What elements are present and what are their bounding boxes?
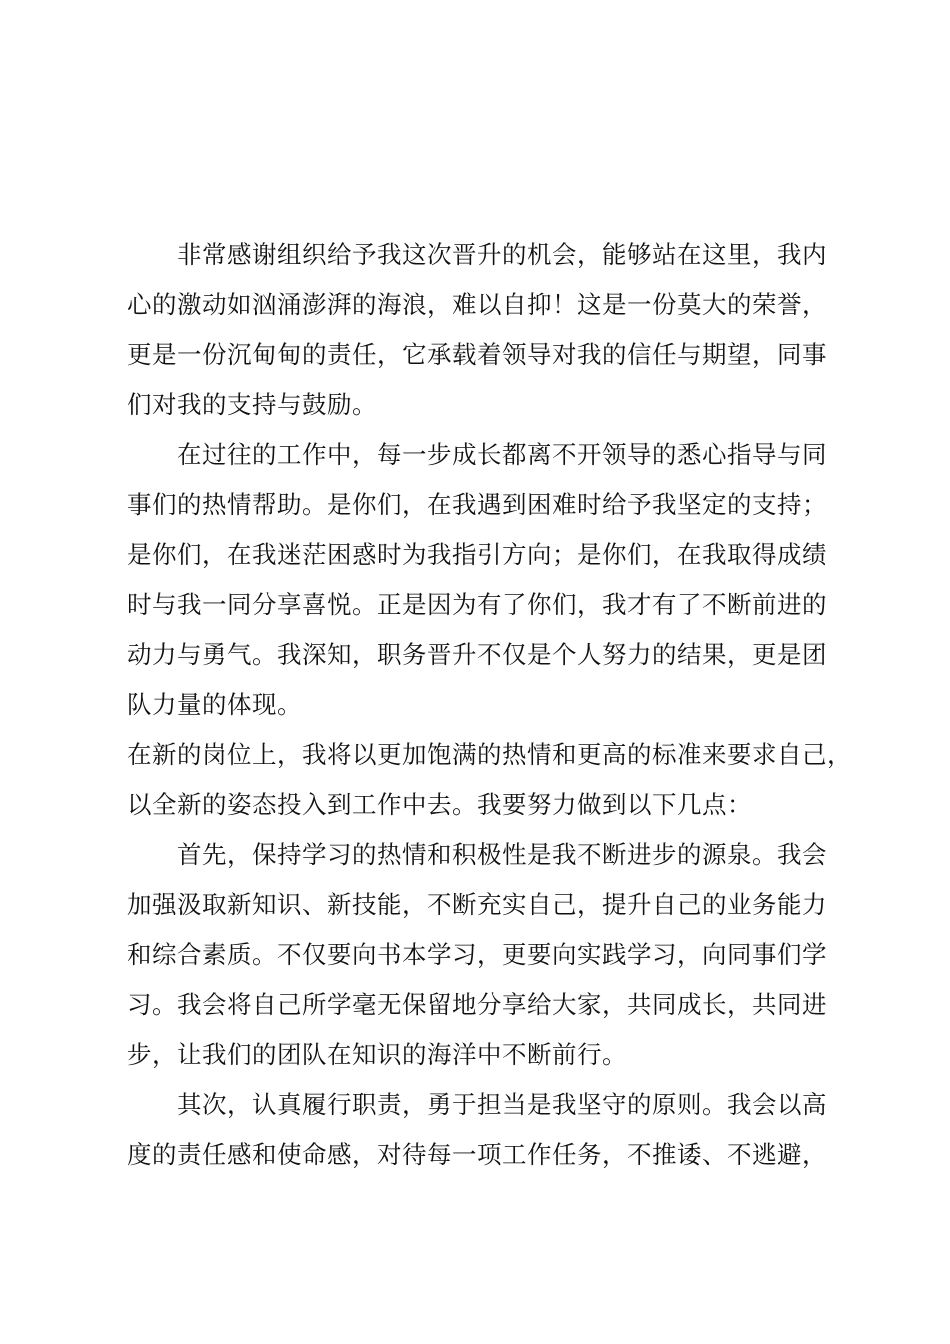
text-line: 是你们，在我迷茫困惑时为我指引方向；是你们，在我取得成绩: [127, 540, 827, 569]
paragraph: [127, 230, 837, 430]
text-line: 和综合素质。不仅要向书本学习，更要向实践学习，向同事们学: [127, 940, 827, 969]
paragraph: [127, 1080, 837, 1180]
text-line: 队力量的体现。: [127, 690, 302, 719]
text-line: 加强汲取新知识、新技能，不断充实自己，提升自己的业务能力: [127, 890, 827, 919]
text-line: 们对我的支持与鼓励。: [127, 390, 377, 419]
text-line: 更是一份沉甸甸的责任，它承载着领导对我的信任与期望，同事: [127, 340, 827, 369]
text-line: 其次，认真履行职责，勇于担当是我坚守的原则。我会以高: [177, 1090, 827, 1119]
text-line: 度的责任感和使命感，对待每一项工作任务，不推诿、不逃避，: [127, 1140, 827, 1169]
document-body: [127, 230, 852, 1180]
paragraph: [127, 430, 837, 730]
text-line: 在过往的工作中，每一步成长都离不开领导的悉心指导与同: [177, 440, 827, 469]
paragraph: [127, 730, 852, 830]
text-line: 动力与勇气。我深知，职务晋升不仅是个人努力的结果，更是团: [127, 640, 827, 669]
text-line: 步，让我们的团队在知识的海洋中不断前行。: [127, 1040, 627, 1069]
text-line: 心的激动如汹涌澎湃的海浪，难以自抑！这是一份莫大的荣誉，: [127, 290, 827, 319]
text-line: 首先，保持学习的热情和积极性是我不断进步的源泉。我会: [177, 840, 827, 869]
text-line: 习。我会将自己所学毫无保留地分享给大家，共同成长，共同进: [127, 990, 827, 1019]
text-line: 非常感谢组织给予我这次晋升的机会，能够站在这里，我内: [177, 240, 827, 269]
text-line: 事们的热情帮助。是你们，在我遇到困难时给予我坚定的支持；: [127, 490, 827, 519]
text-line: 在新的岗位上，我将以更加饱满的热情和更高的标准来要求自己，: [127, 740, 852, 769]
text-line: 时与我一同分享喜悦。正是因为有了你们，我才有了不断前进的: [127, 590, 827, 619]
paragraph: [127, 830, 837, 1080]
text-line: 以全新的姿态投入到工作中去。我要努力做到以下几点：: [127, 790, 752, 819]
